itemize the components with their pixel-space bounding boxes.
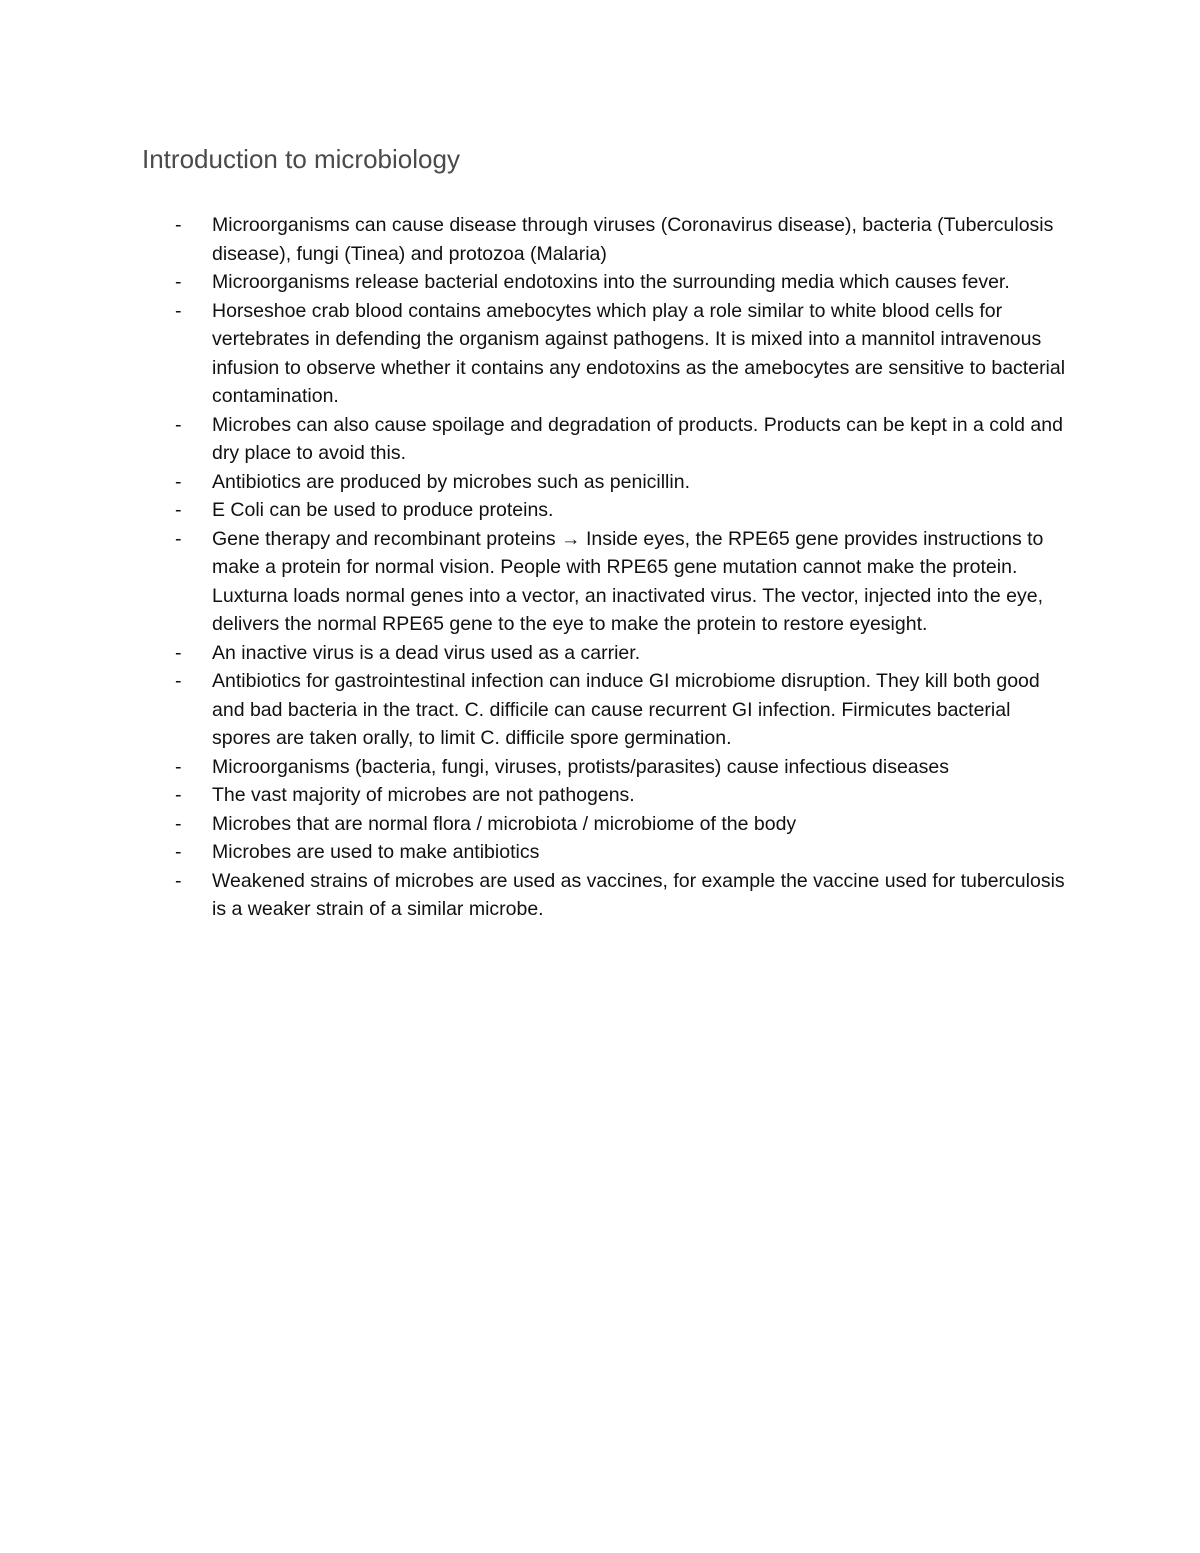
list-item-text: Microbes that are normal flora / microbiota / microbiome of the body bbox=[212, 812, 797, 835]
bullet-dash: - bbox=[175, 214, 182, 236]
list-item-text: Antibiotics for gastrointestinal infection can induce GI microbiome disruption. They kill both good and bad bacteria in the tract. C. difficile can cause recurrent GI infection. Firmicutes bacterial spores are taken orally, to limit C. difficile spore germination. bbox=[212, 670, 1040, 749]
list-item bbox=[142, 753, 1072, 782]
list-item-text: Horseshoe crab blood contains amebocytes which play a role similar to white blood cells for vertebrates in defending the organism against pathogens. It is mixed into a mannitol intravenous infusion to observe whether it contains any endotoxins as the amebocytes are sensitive to bacterial contamination. bbox=[212, 299, 1066, 407]
list-item bbox=[142, 297, 1072, 411]
list-item-text: Antibiotics are produced by microbes such as penicillin. bbox=[212, 470, 690, 493]
list-item bbox=[142, 468, 1072, 497]
list-item bbox=[142, 525, 1072, 639]
list-item-text: The vast majority of microbes are not pathogens. bbox=[212, 784, 635, 806]
bullet-dash: - bbox=[175, 784, 182, 806]
document-title: Introduction to microbiology bbox=[142, 144, 460, 174]
list-item-text: Gene therapy and recombinant proteins → Inside eyes, the RPE65 gene provides instructions to make a protein for normal vision. People with RPE65 gene mutation cannot make the protein. Luxturna loads normal genes into a vector, an inactivated virus. The vector, injected into the eye, delivers the normal RPE65 gene to the eye to make the protein to restore eyesight. bbox=[212, 527, 1044, 635]
list-item bbox=[142, 781, 1072, 810]
bullet-dash: - bbox=[175, 841, 182, 863]
bullet-dash: - bbox=[175, 413, 182, 436]
bullet-dash: - bbox=[175, 499, 182, 521]
bullet-dash: - bbox=[175, 641, 182, 664]
bullet-dash: - bbox=[175, 527, 182, 550]
list-item-text: Microorganisms can cause disease through viruses (Coronavirus disease), bacteria (Tuberculosis disease), fungi (Tinea) and protozoa (Malaria) bbox=[212, 214, 1054, 265]
bullet-dash: - bbox=[175, 299, 182, 322]
list-item-text: Microorganisms release bacterial endotoxins into the surrounding media which causes fever. bbox=[212, 271, 1010, 293]
list-item bbox=[142, 667, 1072, 753]
list-item-text: Weakened strains of microbes are used as vaccines, for example the vaccine used for tuberculosis is a weaker strain of a similar microbe. bbox=[212, 869, 1065, 920]
list-item-text: E Coli can be used to produce proteins. bbox=[212, 499, 554, 521]
bullet-dash: - bbox=[175, 755, 182, 778]
list-item bbox=[142, 411, 1072, 468]
list-item bbox=[142, 867, 1072, 924]
bullet-dash: - bbox=[175, 869, 182, 892]
list-item-text: Microorganisms (bacteria, fungi, viruses, protists/parasites) cause infectious diseases bbox=[212, 755, 949, 778]
list-item bbox=[142, 268, 1072, 297]
list-item bbox=[142, 810, 1072, 839]
list-item bbox=[142, 496, 1072, 525]
bullet-dash: - bbox=[175, 470, 182, 493]
list-item bbox=[142, 838, 1072, 867]
bullet-dash: - bbox=[175, 812, 182, 835]
list-item-text: An inactive virus is a dead virus used as a carrier. bbox=[212, 641, 641, 664]
list-item-text: Microbes are used to make antibiotics bbox=[212, 841, 540, 863]
list-item bbox=[142, 639, 1072, 668]
list-item bbox=[142, 211, 1072, 268]
list-item-text: Microbes can also cause spoilage and degradation of products. Products can be kept in a cold and dry place to avoid this. bbox=[212, 413, 1063, 464]
bullet-dash: - bbox=[175, 670, 182, 692]
bullet-dash: - bbox=[175, 271, 182, 293]
bullet-list bbox=[142, 211, 1072, 924]
